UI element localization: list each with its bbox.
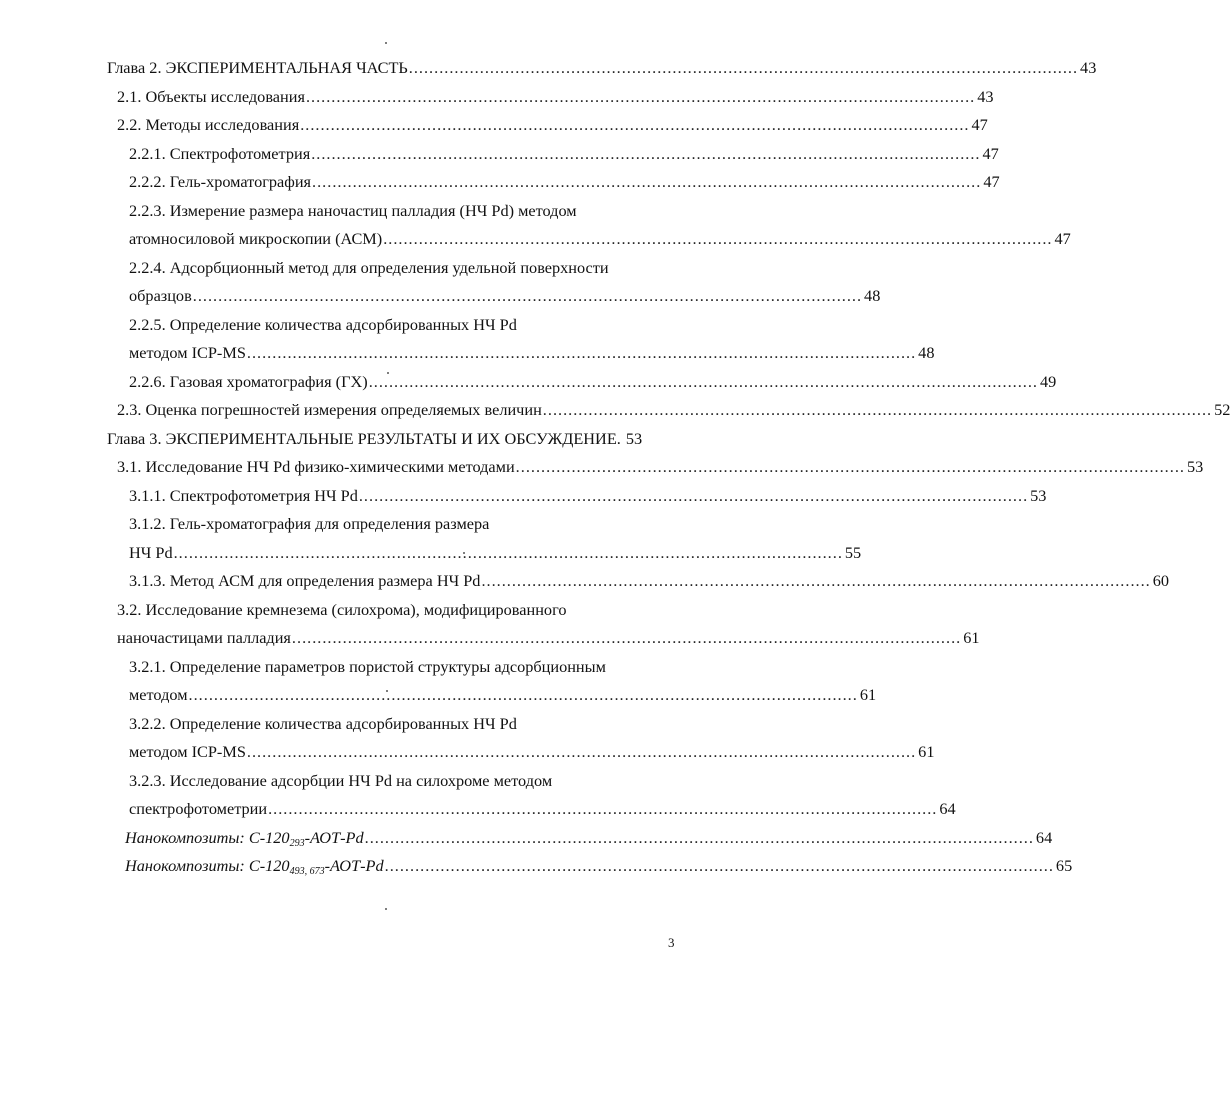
toc-entry-title: 3.2.2. Определение количества адсорбированных НЧ Pd — [129, 713, 517, 733]
toc-entry-page: 53 — [1030, 485, 1047, 505]
toc-entry-page: 64 — [939, 799, 956, 818]
toc-entry-title: 2.3. Оценка погрешностей измерения определяемых величин — [117, 400, 542, 419]
dot-leader: .................................................................................................................................... — [383, 229, 1053, 248]
dot-leader: .................................................................................................................................... — [291, 628, 962, 647]
toc-entry-page: 60 — [1152, 571, 1169, 590]
toc-entry-title-continued: методом ICP-MS — [129, 742, 246, 761]
toc-entry-3-1[interactable] — [0, 453, 1204, 482]
toc-entry-page: 65 — [1055, 856, 1073, 875]
toc-entry-page: 55 — [844, 542, 862, 562]
toc-entry-2-2-4[interactable] — [0, 254, 881, 311]
toc-entry-2-2-3[interactable] — [0, 197, 1071, 254]
toc-entry-page: 61 — [859, 685, 877, 704]
toc-entry-title-continued: методом — [129, 685, 188, 704]
subscript: 293 — [289, 837, 305, 849]
toc-entry-title: Глава 2. ЭКСПЕРИМЕНТАЛЬНАЯ ЧАСТЬ — [107, 58, 408, 77]
toc-entry-title-continued: НЧ Pd — [129, 542, 173, 562]
toc-entry-title: 3.1.2. Гель-хроматография для определения размера — [129, 514, 490, 533]
toc-entry-title: Нанокомпозиты: $С-120_{293}-АОТ-Pd$ — [125, 827, 364, 849]
toc-entry-page: 53 — [625, 428, 643, 448]
toc-entry-title: 2.2.6. Газовая хроматография (ГХ) — [129, 371, 368, 391]
dot-leader: .................................................................................................................................... — [384, 856, 1054, 875]
toc-entry-title: 3.1. Исследование НЧ Pd физико-химическими методами — [117, 457, 515, 476]
dot-leader: .................................................................................................................................... — [408, 58, 1079, 77]
toc-entry-page: 64 — [1035, 827, 1053, 847]
dot-leader: .................................................................................................................................... — [358, 485, 1029, 505]
dot-leader: .................................................................................................................................... — [246, 742, 917, 761]
page-number: 3 — [668, 935, 675, 950]
toc-entry-page: 47 — [971, 115, 988, 134]
dot-leader: .................................................................................................................................... — [173, 542, 843, 562]
toc-entry-title: Нанокомпозиты: $С-120_{493, 673}-АОТ-Pd$ — [125, 856, 384, 877]
toc-entry-nanocomposites-493-673[interactable] — [0, 852, 1073, 881]
toc-entry-title-continued: атомносиловой микроскопии (АСМ) — [129, 229, 383, 248]
toc-entry-3-1-2[interactable] — [0, 510, 862, 567]
toc-entry-title: 2.2.2. Гель-хроматография — [129, 172, 312, 191]
table-of-contents — [0, 54, 1230, 881]
toc-entry-page: 61 — [963, 628, 980, 647]
toc-entry-3-2-3[interactable] — [0, 767, 956, 824]
toc-entry-title: Глава 3. ЭКСПЕРИМЕНТАЛЬНЫЕ РЕЗУЛЬТАТЫ И ИХ ОБСУЖДЕНИЕ. — [107, 428, 621, 448]
dot-leader: .................................................................................................................................... — [300, 115, 970, 134]
toc-entry-page: 48 — [918, 343, 935, 362]
toc-entry-page: 47 — [1054, 229, 1071, 248]
toc-entry-2-1[interactable] — [0, 83, 994, 112]
toc-entry-title: 2.2.3. Измерение размера наночастиц палладия (НЧ Pd) методом — [129, 200, 577, 220]
toc-entry-title: 2.2. Методы исследования — [117, 115, 300, 134]
toc-entry-3-2-1[interactable] — [0, 653, 877, 710]
toc-entry-title-continued: методом ICP-MS — [129, 343, 246, 362]
toc-entry-page: 53 — [1186, 457, 1204, 476]
toc-entry-page: 47 — [983, 172, 1000, 191]
toc-entry-2-2-5[interactable] — [0, 311, 935, 368]
dot-leader: .................................................................................................................................... — [312, 172, 982, 191]
toc-entry-page: 48 — [864, 286, 881, 305]
dot-leader: .................................................................................................................................... — [246, 343, 917, 362]
toc-entry-title: 2.2.4. Адсорбционный метод для определения удельной поверхности — [129, 257, 609, 277]
toc-entry-2-2-1[interactable] — [0, 140, 999, 169]
dot-leader: .................................................................................................................................... — [481, 571, 1151, 590]
toc-entry-title-continued: образцов — [129, 286, 192, 305]
toc-entry-3-1-1[interactable] — [0, 482, 1047, 511]
toc-entry-page: 61 — [918, 742, 935, 761]
toc-entry-title: 3.2. Исследование кремнезема (силохрома), модифицированного — [117, 599, 567, 619]
dot-leader: .................................................................................................................................... — [515, 457, 1185, 476]
toc-entry-2-2-6[interactable] — [0, 368, 1057, 397]
toc-entry-2-2[interactable] — [0, 111, 988, 140]
toc-entry-title: 2.2.1. Спектрофотометрия — [129, 143, 311, 163]
scan-speck — [385, 42, 387, 44]
toc-entry-page: 47 — [982, 143, 999, 163]
toc-entry-page: 43 — [1080, 58, 1097, 77]
dot-leader: .................................................................................................................................... — [268, 799, 938, 818]
toc-entry-title: 3.1.1. Спектрофотометрия НЧ Pd — [129, 485, 358, 505]
toc-entry-page: 52 — [1214, 400, 1230, 419]
toc-entry-title-continued: наночастицами палладия — [117, 628, 291, 647]
toc-entry-title: 3.2.3. Исследование адсорбции НЧ Pd на силохроме методом — [129, 770, 553, 790]
toc-entry-chapter-3[interactable] — [0, 425, 733, 454]
dot-leader: .................................................................................................................................... — [192, 286, 863, 305]
dot-leader: .................................................................................................................................... — [188, 685, 858, 704]
dot-leader: .................................................................................................................................... — [311, 143, 981, 163]
subscript: 493, 673 — [289, 866, 325, 877]
toc-entry-3-2-2[interactable] — [0, 710, 935, 767]
toc-entry-2-2-2[interactable] — [0, 168, 1000, 197]
scan-speck — [385, 908, 387, 910]
toc-entry-title: 2.2.5. Определение количества адсорбированных НЧ Pd — [129, 314, 517, 334]
toc-entry-title-continued: спектрофотометрии — [129, 799, 268, 818]
toc-entry-title: 2.1. Объекты исследования — [117, 86, 305, 106]
toc-entry-2-3[interactable] — [0, 396, 1230, 425]
toc-entry-3-2[interactable] — [0, 596, 980, 653]
toc-entry-chapter-2[interactable] — [0, 54, 1097, 83]
toc-entry-title: 3.1.3. Метод АСМ для определения размера НЧ Pd — [129, 571, 481, 590]
dot-leader: .................................................................................................................................... — [368, 371, 1038, 391]
toc-entry-3-1-3[interactable] — [0, 567, 1169, 596]
toc-entry-nanocomposites-293[interactable] — [0, 824, 1053, 853]
dot-leader: .................................................................................................................................... — [305, 86, 976, 106]
dot-leader: .................................................................................................................................... — [364, 827, 1034, 847]
toc-entry-page: 49 — [1039, 371, 1057, 391]
dot-leader: .................................................................................................................................... — [542, 400, 1213, 419]
toc-entry-title: 3.2.1. Определение параметров пористой структуры адсорбционным — [129, 656, 606, 676]
toc-entry-page: 43 — [977, 86, 994, 106]
